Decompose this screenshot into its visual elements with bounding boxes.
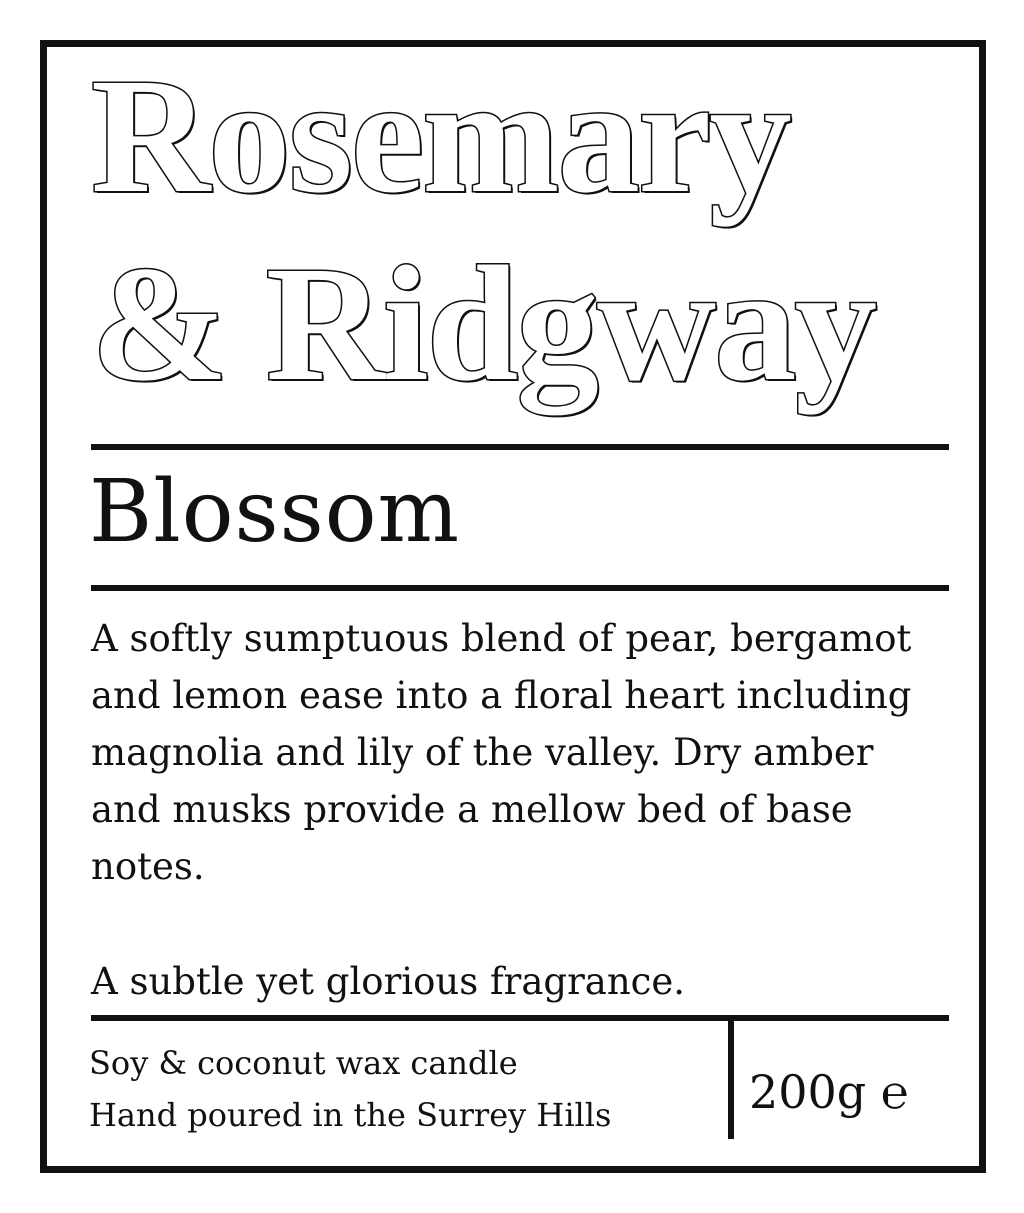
fragrance-tagline: A subtle yet glorious fragrance. [91,960,686,1003]
product-details [89,1037,719,1141]
origin-statement: Hand poured in the Surrey Hills [89,1096,612,1134]
divider-middle [91,585,949,591]
divider-bottom [91,1015,949,1021]
fragrance-description: A softly sumptuous blend of pear, bergamot and lemon ease into a floral heart including magnolia and lily of the valley. Dry amber and musks provide a mellow bed of base notes. [91,617,912,888]
brand-name-line-1: Rosemary [91,44,790,227]
divider-top [91,444,949,450]
candle-label [40,40,986,1173]
wax-material: Soy & coconut wax candle [89,1044,518,1082]
footer-vertical-divider [728,1021,734,1139]
brand-name-line-2: & Ridgway [91,232,876,415]
net-weight: 200g ℮ [749,1065,909,1119]
scent-name: Blossom [89,462,461,562]
